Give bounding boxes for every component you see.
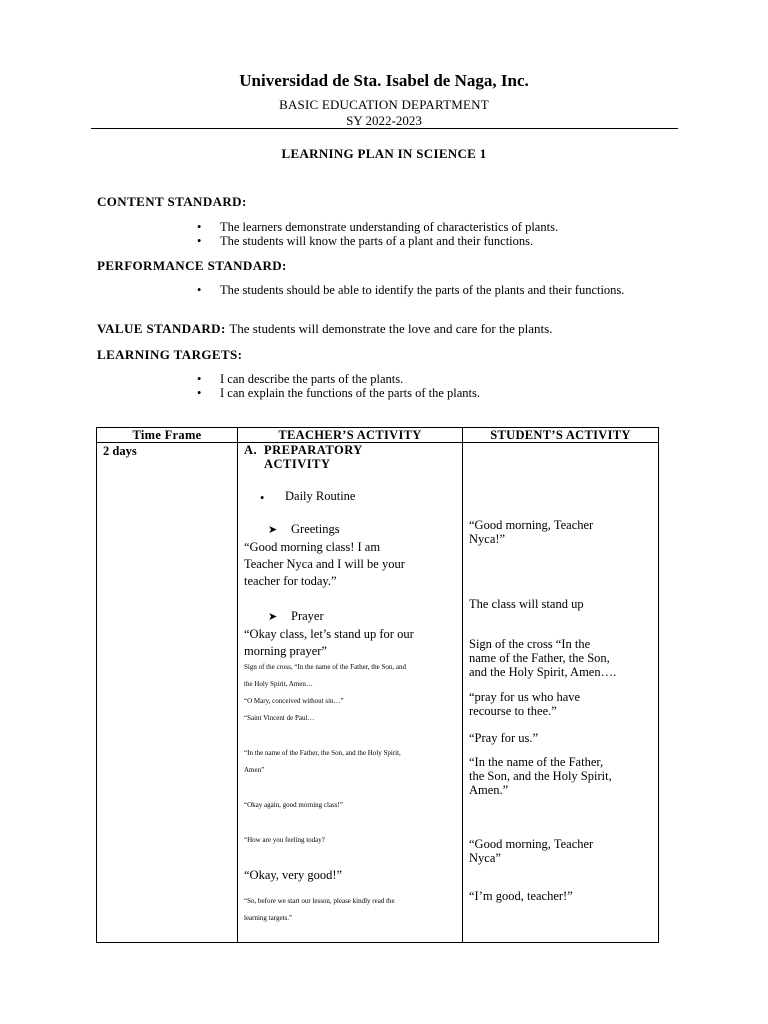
student-line: “Good morning, Teacher xyxy=(469,837,594,851)
script-line: “In the name of the Father, the Son, and the Holy Spirit, xyxy=(244,749,401,757)
plan-title: LEARNING PLAN IN SCIENCE 1 xyxy=(281,146,487,161)
student-activity-cell xyxy=(463,443,659,943)
script-line: learning targets.” xyxy=(244,914,293,922)
student-line: Amen.” xyxy=(469,783,509,797)
section-title-line-1: PREPARATORY xyxy=(264,443,363,457)
greeting-line: teacher for today.” xyxy=(244,574,337,588)
arrow-bullet-icon: ➤ xyxy=(268,611,278,623)
performance-standard-heading: PERFORMANCE STANDARD: xyxy=(97,258,287,273)
student-line: name of the Father, the Son, xyxy=(469,651,610,665)
value-standard-heading: VALUE STANDARD: xyxy=(97,321,226,336)
bullet-text: The learners demonstrate understanding of characteristics of plants. xyxy=(220,220,559,234)
script-line: Amen” xyxy=(244,766,265,774)
student-line: The class will stand up xyxy=(469,597,584,611)
list-item: • The students will know the parts of a plant and their functions. xyxy=(197,234,534,248)
greeting-line: “Good morning class! I am xyxy=(244,540,381,554)
daily-routine-label: Daily Routine xyxy=(285,489,356,503)
greetings-label: Greetings xyxy=(291,522,340,536)
bullet-text: The students should be able to identify the parts of the plants and their functions. xyxy=(220,283,625,297)
header-time-frame: Time Frame xyxy=(97,428,238,443)
performance-standard-list xyxy=(197,283,667,297)
arrow-bullet-icon: ➤ xyxy=(268,524,278,536)
school-year: SY 2022-2023 xyxy=(346,113,422,128)
script-line: “How are you feeling today? xyxy=(244,836,325,844)
bullet-icon: • xyxy=(260,491,265,505)
header-teacher-activity: TEACHER’S ACTIVITY xyxy=(238,428,463,443)
list-item: • The learners demonstrate understanding of characteristics of plants. xyxy=(197,220,559,234)
section-title-line-2: ACTIVITY xyxy=(264,457,331,471)
student-line: “I’m good, teacher!” xyxy=(469,889,573,903)
student-line: recourse to thee.” xyxy=(469,704,557,718)
list-item: • I can explain the functions of the parts of the plants. xyxy=(197,386,480,400)
learning-targets-list xyxy=(197,372,667,400)
bullet-text: The students will know the parts of a plant and their functions. xyxy=(220,234,534,248)
student-line: the Son, and the Holy Spirit, xyxy=(469,769,612,783)
time-frame-cell xyxy=(97,443,238,943)
header-student-activity: STUDENT’S ACTIVITY xyxy=(463,428,659,443)
department-name: BASIC EDUCATION DEPARTMENT xyxy=(279,97,489,112)
student-line: “pray for us who have xyxy=(469,690,581,704)
student-line: Nyca” xyxy=(469,851,501,865)
teacher-activity-cell xyxy=(238,443,463,943)
value-standard-text: The students will demonstrate the love and care for the plants. xyxy=(229,321,553,336)
script-line: Sign of the cross, “In the name of the Father, the Son, and xyxy=(244,663,407,671)
school-name: Universidad de Sta. Isabel de Naga, Inc. xyxy=(239,71,529,90)
section-letter: A. xyxy=(244,443,258,457)
student-line: “Pray for us.” xyxy=(469,731,539,745)
learning-targets-heading: LEARNING TARGETS: xyxy=(97,347,243,362)
script-line: “Saint Vincent de Paul… xyxy=(244,714,315,722)
content-standard-list xyxy=(197,220,667,248)
student-line: Nyca!” xyxy=(469,532,506,546)
script-line: “So, before we start our lesson, please kindly read the xyxy=(244,897,395,905)
prayer-line: morning prayer” xyxy=(244,644,327,658)
time-frame-value: 2 days xyxy=(103,444,137,458)
bullet-text: I can describe the parts of the plants. xyxy=(220,372,404,386)
student-line: and the Holy Spirit, Amen…. xyxy=(469,665,617,679)
script-line: the Holy Spirit, Amen… xyxy=(244,680,313,688)
student-line: “In the name of the Father, xyxy=(469,755,604,769)
content-standard-heading: CONTENT STANDARD: xyxy=(97,194,247,209)
bullet-text: I can explain the functions of the parts of the plants. xyxy=(220,386,480,400)
student-line: “Good morning, Teacher xyxy=(469,518,594,532)
learning-plan-table xyxy=(96,427,659,943)
prayer-line: “Okay class, let’s stand up for our xyxy=(244,627,414,641)
script-line: “O Mary, conceived without sin…” xyxy=(244,697,344,705)
very-good-line: “Okay, very good!” xyxy=(244,868,343,882)
student-line: Sign of the cross “In the xyxy=(469,637,591,651)
table-header-row xyxy=(97,428,659,443)
greeting-line: Teacher Nyca and I will be your xyxy=(244,557,405,571)
prayer-label: Prayer xyxy=(291,609,324,623)
script-line: “Okay again, good morning class!” xyxy=(244,801,343,809)
table-row xyxy=(97,443,659,943)
list-item: • I can describe the parts of the plants. xyxy=(197,372,404,386)
list-item: • The students should be able to identify the parts of the plants and their functions. xyxy=(197,283,625,297)
header-divider xyxy=(91,128,678,129)
value-standard xyxy=(97,321,552,337)
